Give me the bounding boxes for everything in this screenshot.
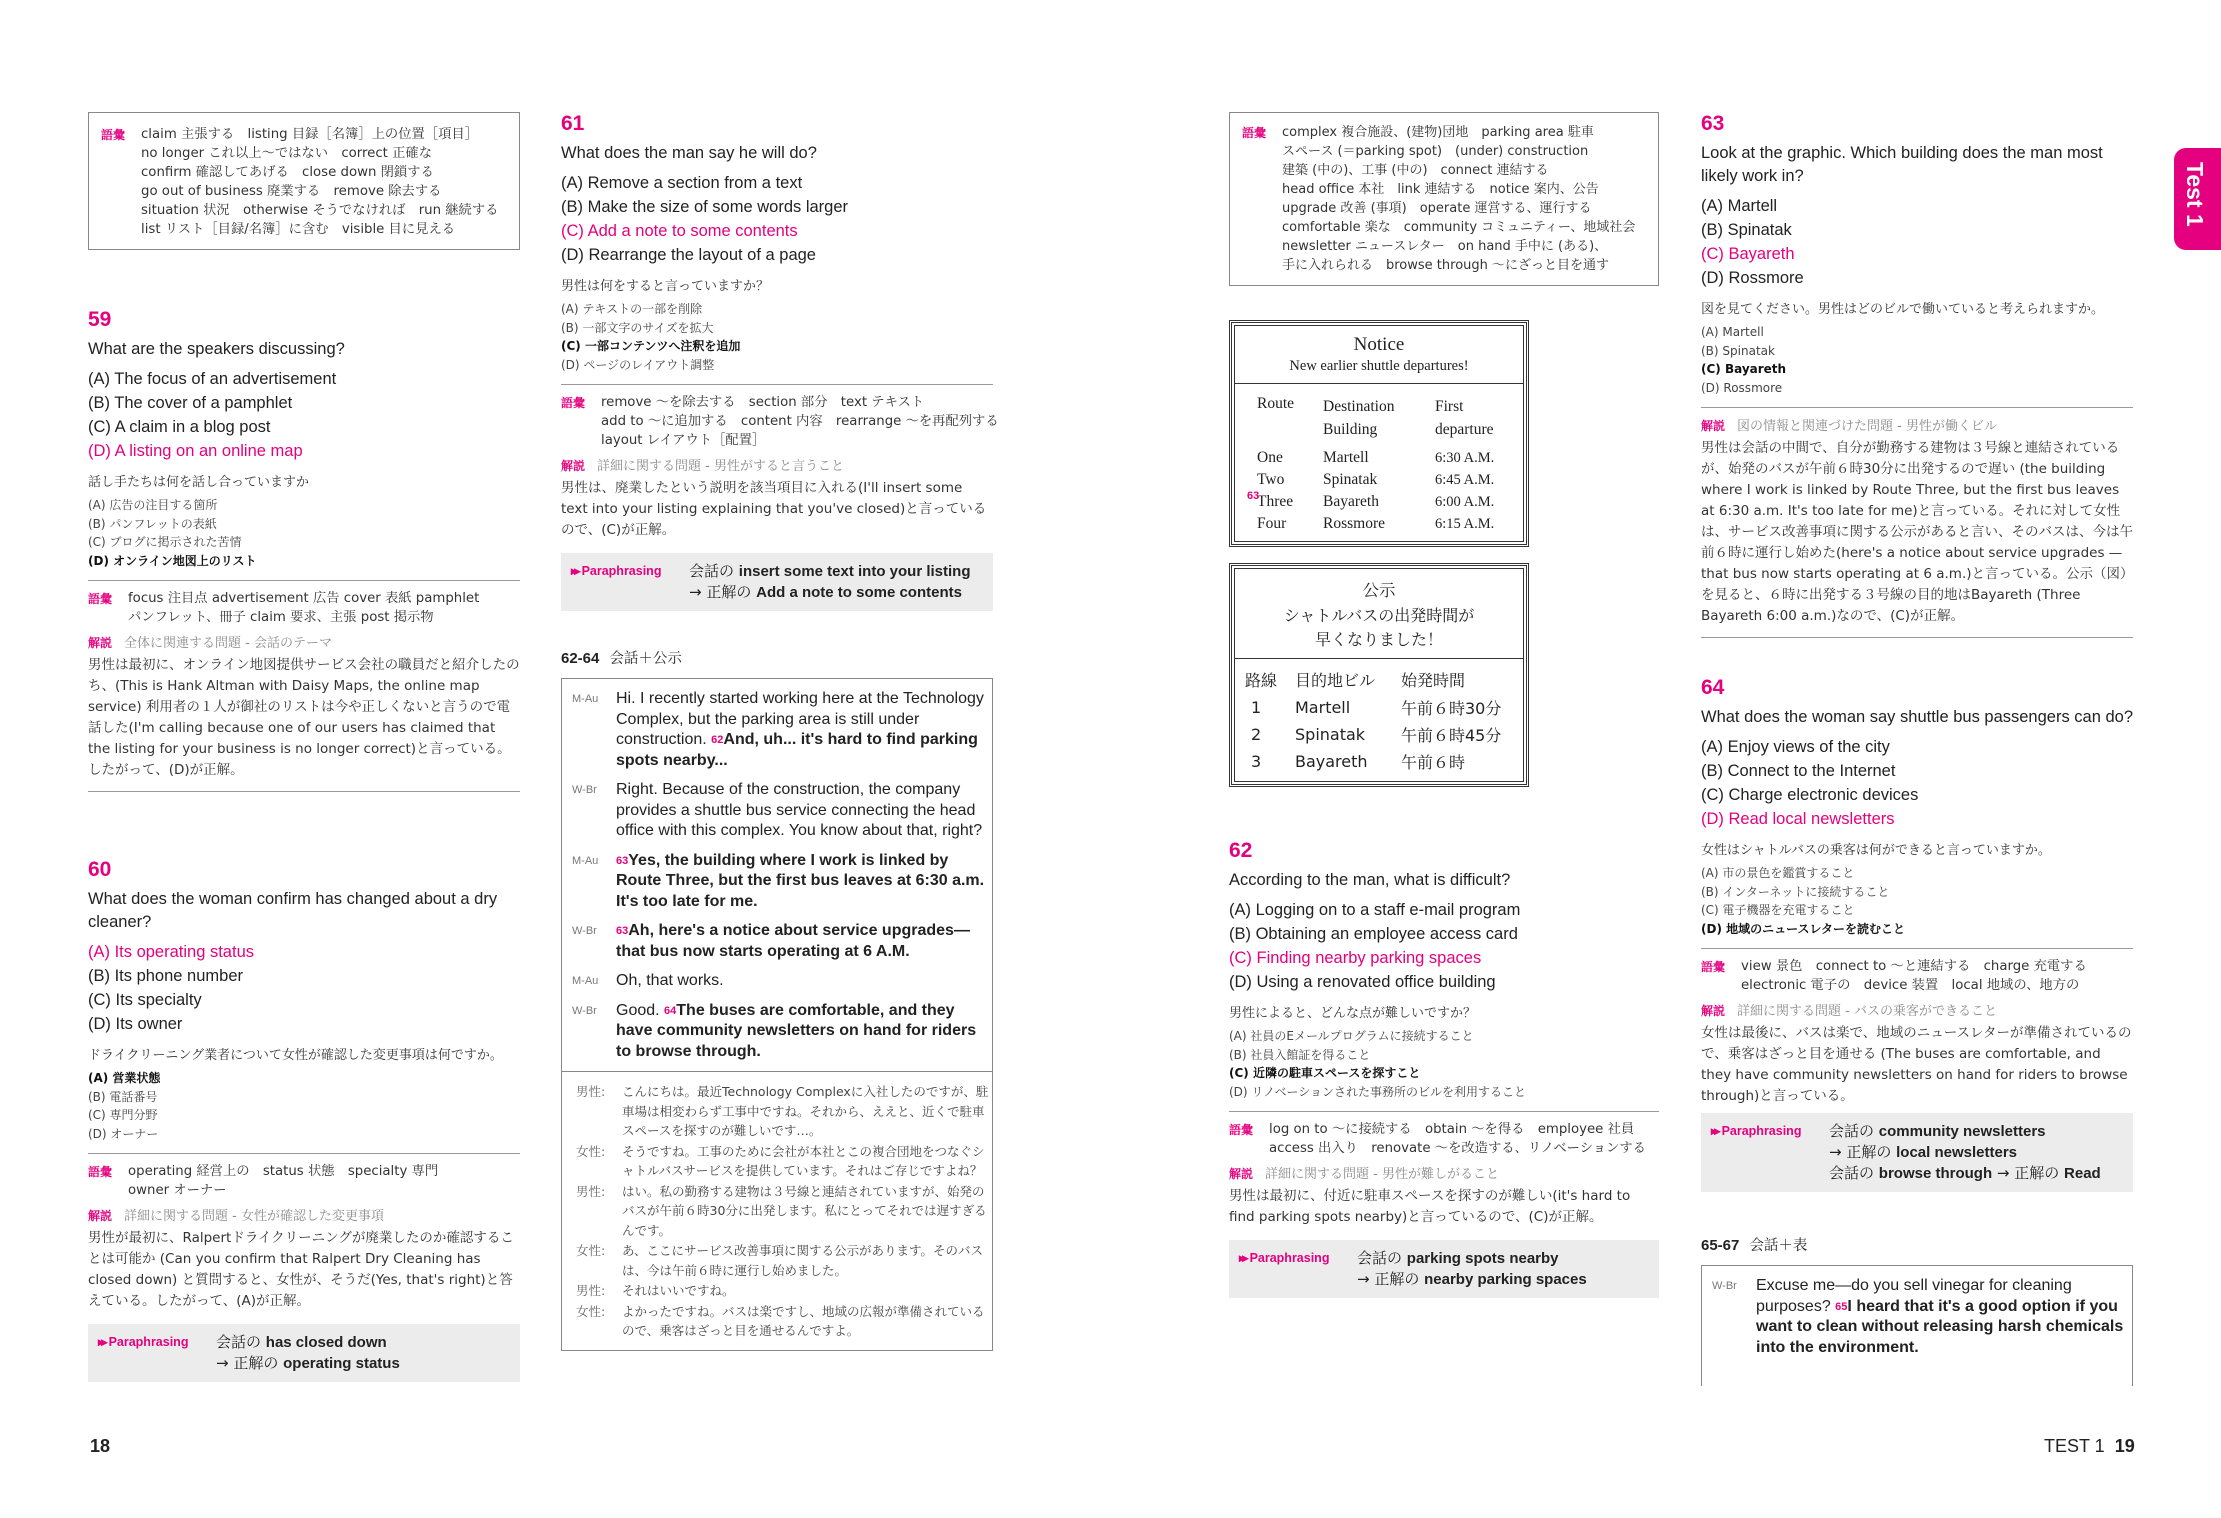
question-translation: 女性はシャトルバスの乗客は何ができると言っていますか。 (1701, 843, 2051, 858)
option-c-correct: (C) Bayareth (1701, 245, 1795, 263)
question-60 (88, 858, 520, 1382)
speaker-label: M-Au (572, 975, 599, 987)
option-c: (C) Charge electronic devices (1701, 786, 1919, 804)
translation-text: それはいいですね。 (622, 1283, 735, 1298)
paraphrasing-box: ▸▸ Paraphrasing 会話の community newsletters → 正解の local newsletters 会話の browse through → 正解の Read (1701, 1113, 2133, 1192)
vocab-line: スペース (＝parking spot) (under) construction (1282, 144, 1589, 159)
question-ref-marker: 63 (1247, 490, 1260, 502)
joption-a: (A) 社員のEメールプログラムに接続すること (1229, 1029, 1474, 1043)
question-number: 63 (1701, 112, 1725, 135)
speaker-label: W-Br (572, 925, 597, 937)
divider (1701, 948, 2133, 949)
option-c: (C) Its specialty (88, 991, 202, 1009)
vocab-line: confirm 確認してあげる close down 閉鎖する (141, 165, 434, 180)
vocab-line: go out of business 廃業する remove 除去する (141, 184, 442, 199)
option-a: (A) The focus of an advertisement (88, 370, 337, 388)
joption-c: (C) 一部コンテンツへ注釈を追加 (561, 339, 741, 353)
notice-title: Notice (1353, 334, 1405, 355)
option-d: (D) Rossmore (1701, 269, 1804, 287)
dialogue-turn (1702, 1276, 2132, 1358)
joption-b: (B) 一部文字のサイズを拡大 (561, 320, 714, 335)
option-c-correct: (C) Finding nearby parking spaces (1229, 949, 1482, 967)
explanation-title: 解説 詳細に関する問題 - 女性が確認した変更事項 (88, 1209, 384, 1224)
notice-row: One Martell 6:30 A.M. (1257, 449, 1495, 466)
translation-turn (562, 1182, 992, 1241)
notice-subtitle: New earlier shuttle departures! (1235, 356, 1523, 384)
left-page-number: 18 (90, 1436, 111, 1456)
joption-c: (C) 専門分野 (88, 1108, 158, 1122)
question-number: 59 (88, 308, 112, 331)
notice-row: Two Spinatak 6:45 A.M. (1257, 471, 1495, 488)
explanation-title: 解説 詳細に関する問題 - バスの乗客ができること (1701, 1004, 1997, 1019)
vocab-block (88, 1162, 520, 1200)
vocab-line: comfortable 楽な community コミュニティー、地域社会 (1282, 220, 1636, 235)
vocab-line: head office 本社 link 連結する notice 案内、公告 (1282, 182, 1599, 197)
dialogue-turn (562, 851, 992, 913)
notice-ja-row: 1 Martell 午前６時30分 (1251, 698, 1502, 718)
set-heading: 65-67 会話＋表 (1701, 1237, 1808, 1254)
joption-c: (C) ブログに掲示された苦情 (88, 535, 242, 549)
joption-c: (C) Bayareth (1701, 362, 1787, 376)
dialogue-turn (562, 1001, 992, 1063)
notice-ja-subtitle-2: 早くなりました！ (1235, 626, 1523, 659)
explanation-title: 解説 図の情報と関連づけた問題 - 男性が働くビル (1701, 419, 1997, 434)
vocab-line: access 出入り renovate 〜を改造する、リノベーションする (1269, 1141, 1646, 1156)
question-text: According to the man, what is difficult? (1229, 871, 1511, 889)
notice-ja-row: 2 Spinatak 午前６時45分 (1251, 725, 1502, 745)
paraphrasing-arrow-icon: ▸▸ (1711, 1124, 1718, 1138)
set-heading: 62-64 会話＋公示 (561, 650, 682, 667)
question-ref-marker: 65 (1835, 1300, 1848, 1313)
question-63 (1701, 112, 2133, 638)
question-59 (88, 308, 520, 792)
joption-d: (D) リノベーションされた事務所のビルを利用すること (1229, 1084, 1526, 1099)
translation-text: こんにちは。最近Technology Complexに入社したのですが、駐車場は相変わらず工事中ですね。それから、ええと、近くで駐車スペースを探すのが難しいです…。 (622, 1084, 989, 1138)
speaker-label: M-Au (572, 854, 599, 867)
divider (88, 791, 520, 792)
joption-a: (A) Martell (1701, 325, 1764, 339)
vocab-line: 建築 (中の)、工事 (中の) connect 連結する (1282, 163, 1549, 178)
joption-d: (D) オーナー (88, 1126, 159, 1141)
vocab-line: situation 状況 otherwise そうでなければ run 継続する (141, 203, 499, 218)
paraphrasing-box: ▸▸ Paraphrasing 会話の insert some text into your listing → 正解の Add a note to some contents (561, 553, 993, 611)
translation-text: そうですね。工事のために会社が本社とこの複合団地をつなぐシャトルバスサービスを提供しています。それはご存じですよね？ (622, 1143, 985, 1178)
question-text: What are the speakers discussing? (88, 340, 345, 358)
joption-c: (C) 電子機器を充電すること (1701, 903, 1855, 917)
option-b: (B) Make the size of some words larger (561, 198, 849, 216)
vocab-line: newsletter ニュースレター on hand 手中に (ある)、 (1282, 239, 1608, 254)
vocab-tag: 語彙 (561, 396, 586, 410)
joption-a: (A) 市の景色を鑑賞すること (1701, 866, 1855, 880)
option-d-correct: (D) Read local newsletters (1701, 810, 1895, 828)
vocab-line: upgrade 改善 (事項) operate 運営する、運行する (1282, 201, 1592, 216)
option-a-correct: (A) Its operating status (88, 943, 254, 961)
translation-turn (562, 1142, 992, 1181)
option-b: (B) Connect to the Internet (1701, 762, 1896, 780)
joption-a: (A) 広告の注目する箇所 (88, 498, 218, 512)
vocab-box-top-left (88, 112, 520, 250)
translation-speaker: 女性: (576, 1243, 606, 1258)
left-column-1 (88, 112, 520, 1382)
vocab-tag: 語彙 (1701, 960, 1726, 974)
vocab-tag: 語彙 (101, 128, 126, 142)
notice-ja-title: 公示 (1362, 581, 1396, 600)
paraphrasing-arrow-icon: ▸▸ (98, 1335, 105, 1349)
translation-turn (562, 1082, 992, 1141)
notice-ja-table (1235, 665, 1523, 775)
option-d: (D) Rearrange the layout of a page (561, 246, 816, 264)
right-page-label: TEST 1 19 (2044, 1436, 2135, 1456)
translation-speaker: 男性: (576, 1283, 606, 1298)
script-box (1701, 1265, 2133, 1386)
notice-graphic-ja (1229, 563, 1529, 787)
joption-b: (B) 電話番号 (88, 1089, 158, 1104)
option-c-correct: (C) Add a note to some contents (561, 222, 798, 240)
translation-text: はい。私の勤務する建物は３号線と連結されていますが、始発のバスが午前６時30分に出発します。私にとってそれでは遅すぎるんです。 (622, 1183, 987, 1238)
translation-speaker: 男性: (576, 1084, 606, 1099)
option-a: (A) Logging on to a staff e-mail program (1229, 901, 1521, 919)
vocab-line: パンフレット、冊子 claim 要求、主張 post 掲示物 (128, 610, 434, 625)
speaker-label: M-Au (572, 693, 599, 705)
utterance: Right. Because of the construction, the company provides a shuttle bus service connecting the head office with this complex. You know about that, right? (616, 781, 983, 839)
explanation-body: 男性が最初に、Ralpertドライクリーニングが廃業したのか確認することは可能か (Can you confirm that Ralpert Dry Cleaning has closed down) と質問すると、女性が、そうだ(Yes, that's right)と答えている。したがって、(A)が正解。 (88, 1230, 514, 1309)
divider (561, 384, 993, 385)
translation-speaker: 女性: (576, 1303, 606, 1319)
question-translation: 男性は何をすると言っていますか？ (561, 279, 770, 294)
explanation-body: 女性は最後に、バスは楽で、地域のニュースレターが準備されているので、乗客はざっと目を通せる (The buses are comfortable, and they have community newsletters on hand for riders to browse through)と言っている。 (1701, 1025, 2132, 1104)
right-column-1 (1229, 112, 1659, 1298)
vocab-block (88, 589, 520, 627)
translation-text: あ、ここにサービス改善事項に関する公示があります。そのバスは、今は午前６時に運行し始めました。 (622, 1243, 984, 1278)
speaker-label: W-Br (1712, 1280, 1737, 1292)
vocab-line: log on to 〜に接続する obtain 〜を得る employee 社員 (1269, 1122, 1635, 1137)
utterance: $^{63}$Yes, the building where I work is linked by Route Three, but the first bus leaves at 6:30 a.m. It's too late for me. (616, 851, 985, 910)
vocab-tag: 語彙 (1229, 1123, 1254, 1137)
question-ref-marker: 63 (616, 854, 629, 867)
option-d: (D) Its owner (88, 1015, 183, 1033)
dialogue-turn (562, 780, 992, 842)
explanation-title: 解説 全体に関連する問題 - 会話のテーマ (88, 636, 332, 651)
dialogue-turn (562, 921, 992, 962)
vocab-line: claim 主張する listing 目録［名簿］上の位置［項目］ (141, 127, 478, 142)
speaker-label: W-Br (572, 1004, 597, 1017)
notice-ja-header-row: 路線 目的地ビル 始発時間 (1245, 671, 1466, 690)
left-column-2 (561, 112, 999, 1351)
vocab-line: list リスト［目録/名簿］に含む visible 目に見える (141, 222, 456, 237)
divider (1229, 1111, 1659, 1112)
vocab-line: no longer これ以上〜ではない correct 正確な (141, 146, 433, 161)
vocab-line: complex 複合施設、(建物)団地 parking area 駐車 (1282, 125, 1594, 140)
question-64 (1701, 676, 2133, 1192)
dialogue-turn (562, 971, 992, 992)
dialogue-turn (562, 689, 992, 771)
notice-header-row: Route Destination Building First departure (1257, 395, 1494, 438)
joption-d: (D) 地域のニュースレターを読むこと (1701, 921, 1906, 936)
option-c: (C) A claim in a blog post (88, 418, 271, 436)
divider (88, 1153, 520, 1154)
joption-c: (C) 近隣の駐車スペースを探すこと (1229, 1066, 1421, 1080)
option-a: (A) Remove a section from a text (561, 174, 803, 192)
divider (1701, 407, 2133, 408)
utterance: Hi. I recently started working here at the Technology Complex, but the parking area is still under construction. $^{62}$And, uh... it's hard to find parking spots nearby... (616, 690, 984, 769)
vocab-tag: 語彙 (88, 1165, 113, 1179)
joption-a: (A) 営業状態 (88, 1071, 161, 1085)
question-text: What does the woman say shuttle bus passengers can do? (1701, 708, 2134, 726)
utterance: Excuse me—do you sell vinegar for cleaning purposes? $^{65}$I heard that it's a good option if you want to clean without releasing harsh chemicals into the environment. (1756, 1277, 2124, 1356)
translation-speaker: 男性: (576, 1183, 606, 1199)
set-65-67 (1701, 1234, 2133, 1386)
option-d: (D) Using a renovated office building (1229, 973, 1496, 991)
vocab-line: focus 注目点 advertisement 広告 cover 表紙 pamphlet (128, 591, 480, 606)
dialogue-translation (562, 1071, 992, 1350)
right-column-2 (1701, 112, 2133, 1386)
notice-ja-subtitle-1: シャトルバスの出発時間が (1283, 606, 1475, 625)
question-number: 64 (1701, 676, 1725, 699)
vocab-line: owner オーナー (128, 1183, 227, 1198)
vocab-tag: 語彙 (88, 592, 113, 606)
question-number: 62 (1229, 839, 1253, 862)
joption-b: (B) Spinatak (1701, 343, 1775, 358)
utterance: Oh, that works. (616, 972, 724, 989)
question-ref-marker: 63 (616, 925, 629, 937)
question-translation: 話し手たちは何を話し合っていますか (88, 475, 310, 490)
question-text: Look at the graphic. Which building does the man most likely work in? (1701, 144, 2103, 185)
notice-graphic (1229, 320, 1529, 547)
utterance: $^{63}$Ah, here's a notice about service upgrades—that bus now starts operating at 6 A.M. (616, 922, 970, 960)
paraphrasing-arrow-icon: ▸▸ (1239, 1251, 1246, 1265)
divider (1701, 637, 2133, 638)
paraphrasing-box: ▸▸ Paraphrasing 会話の has closed down → 正解の operating status (88, 1324, 520, 1382)
option-b: (B) Obtaining an employee access card (1229, 925, 1518, 943)
vocab-line: operating 経営上の status 状態 specialty 専門 (128, 1164, 439, 1179)
vocab-block (561, 393, 999, 450)
joption-b: (B) パンフレットの表紙 (88, 516, 217, 531)
explanation-body: 男性は会話の中間で、自分が勤務する建物は３号線と連結されているが、始発のバスが午前６時30分に出発するので遅い (the building where I work is linked by Route Three, but the first bus leaves at 6:30 a.m. It's too late for me)と言っている。それに対して女性は、サービス改善事項に関する公示があると言い、そのバスは、今は午前６時に運行し始めた(here's a notice about service upgrades — that bus now starts operating at 6 a.m.)と言っている。公示（図）を見ると、６時に出発する３号線の目的地はBayareth (Three Bayareth 6:00 a.m.)なので、(C)が正解。 (1701, 440, 2133, 624)
explanation-body: 男性は最初に、オンライン地図提供サービス会社の職員だと紹介したのち、(This is Hank Altman with Daisy Maps, the online map service) 利用者の１人が御社のリストは今や正しくないと言うので電話した(I'm calling because one of our users has claimed that the listing for your business is no longer correct)と言っている。したがって、(D)が正解。 (88, 657, 520, 778)
notice-table (1235, 392, 1523, 535)
joption-b: (B) 社員入館証を得ること (1229, 1047, 1371, 1062)
question-62 (1229, 839, 1659, 1298)
vocab-line: electronic 電子の device 装置 local 地域の、地方の (1741, 978, 2080, 993)
paraphrasing-box: ▸▸ Paraphrasing 会話の parking spots nearby → 正解の nearby parking spaces (1229, 1240, 1659, 1298)
notice-row: 63 Three Bayareth 6:00 A.M. (1247, 490, 1495, 510)
paraphrasing-arrow-icon: ▸▸ (571, 564, 578, 578)
option-a: (A) Martell (1701, 197, 1778, 215)
option-b: (B) Its phone number (88, 967, 243, 985)
vocab-line: add to 〜に追加する content 内容 rearrange 〜を再配列する (601, 414, 999, 429)
joption-d: (D) Rossmore (1701, 380, 1783, 395)
vocab-box-top-right (1229, 112, 1659, 286)
speaker-label: W-Br (572, 784, 597, 796)
translation-turn (562, 1302, 992, 1341)
question-ref-marker: 64 (664, 1004, 677, 1017)
explanation-body: 男性は最初に、付近に駐車スペースを探すのが難しい(it's hard to find parking spots nearby)と言っているので、(C)が正解。 (1229, 1188, 1631, 1225)
utterance: Good. $^{64}$The buses are comfortable, and they have community newsletters on hand for riders to browse through. (616, 1001, 977, 1060)
translation-turn (562, 1241, 992, 1280)
vocab-line: remove 〜を除去する section 部分 text テキスト (601, 395, 925, 410)
vocab-block (1229, 1120, 1659, 1158)
question-translation: 男性によると、どんな点が難しいですか？ (1229, 1006, 1477, 1021)
option-a: (A) Enjoy views of the city (1701, 738, 1890, 756)
translation-speaker: 女性: (576, 1143, 606, 1159)
set-62-64 (561, 647, 993, 1351)
notice-ja-row: 3 Bayareth 午前６時 (1251, 752, 1466, 772)
question-text: What does the woman confirm has changed about a dry cleaner? (88, 890, 498, 931)
translation-turn (562, 1281, 992, 1301)
test-tab: Test 1 (2174, 148, 2221, 250)
question-translation: ドライクリーニング業者について女性が確認した変更事項は何ですか。 (88, 1048, 503, 1063)
question-number: 61 (561, 112, 585, 135)
question-number: 60 (88, 858, 112, 881)
explanation-title: 解説 詳細に関する問題 - 男性がすると言うこと (561, 459, 844, 474)
joption-d: (D) ページのレイアウト調整 (561, 357, 715, 372)
question-translation: 図を見てください。男性はどのビルで働いていると考えられますか。 (1701, 302, 2105, 317)
question-text: What does the man say he will do? (561, 144, 817, 162)
dialogue (562, 679, 992, 1062)
explanation-title: 解説 詳細に関する問題 - 男性が難しがること (1229, 1167, 1499, 1182)
vocab-tag: 語彙 (1242, 126, 1267, 140)
vocab-line: layout レイアウト［配置］ (601, 433, 766, 448)
divider (88, 580, 520, 581)
vocab-line: view 景色 connect to 〜と連結する charge 充電する (1741, 959, 2087, 974)
explanation-body: 男性は、廃業したという説明を該当項目に入れる(I'll insert some text into your listing explaining that you've closed)と言っているので、(C)が正解。 (561, 480, 987, 538)
joption-b: (B) インターネットに接続すること (1701, 884, 1890, 899)
joption-a: (A) テキストの一部を削除 (561, 302, 703, 316)
joption-d: (D) オンライン地図上のリスト (88, 553, 257, 568)
question-61 (561, 112, 999, 611)
option-b: (B) The cover of a pamphlet (88, 394, 293, 412)
question-ref-marker: 62 (711, 734, 724, 746)
option-b: (B) Spinatak (1701, 221, 1792, 239)
vocab-block (1701, 957, 2133, 995)
option-d-correct: (D) A listing on an online map (88, 442, 303, 460)
translation-text: よかったですね。バスは楽ですし、地域の広報が準備されているので、乗客はざっと目を通せるんですよ。 (622, 1303, 985, 1338)
vocab-line: 手に入れられる browse through 〜にざっと目を通す (1282, 258, 1610, 273)
notice-row: Four Rossmore 6:15 A.M. (1257, 515, 1495, 532)
script-box (561, 678, 993, 1351)
